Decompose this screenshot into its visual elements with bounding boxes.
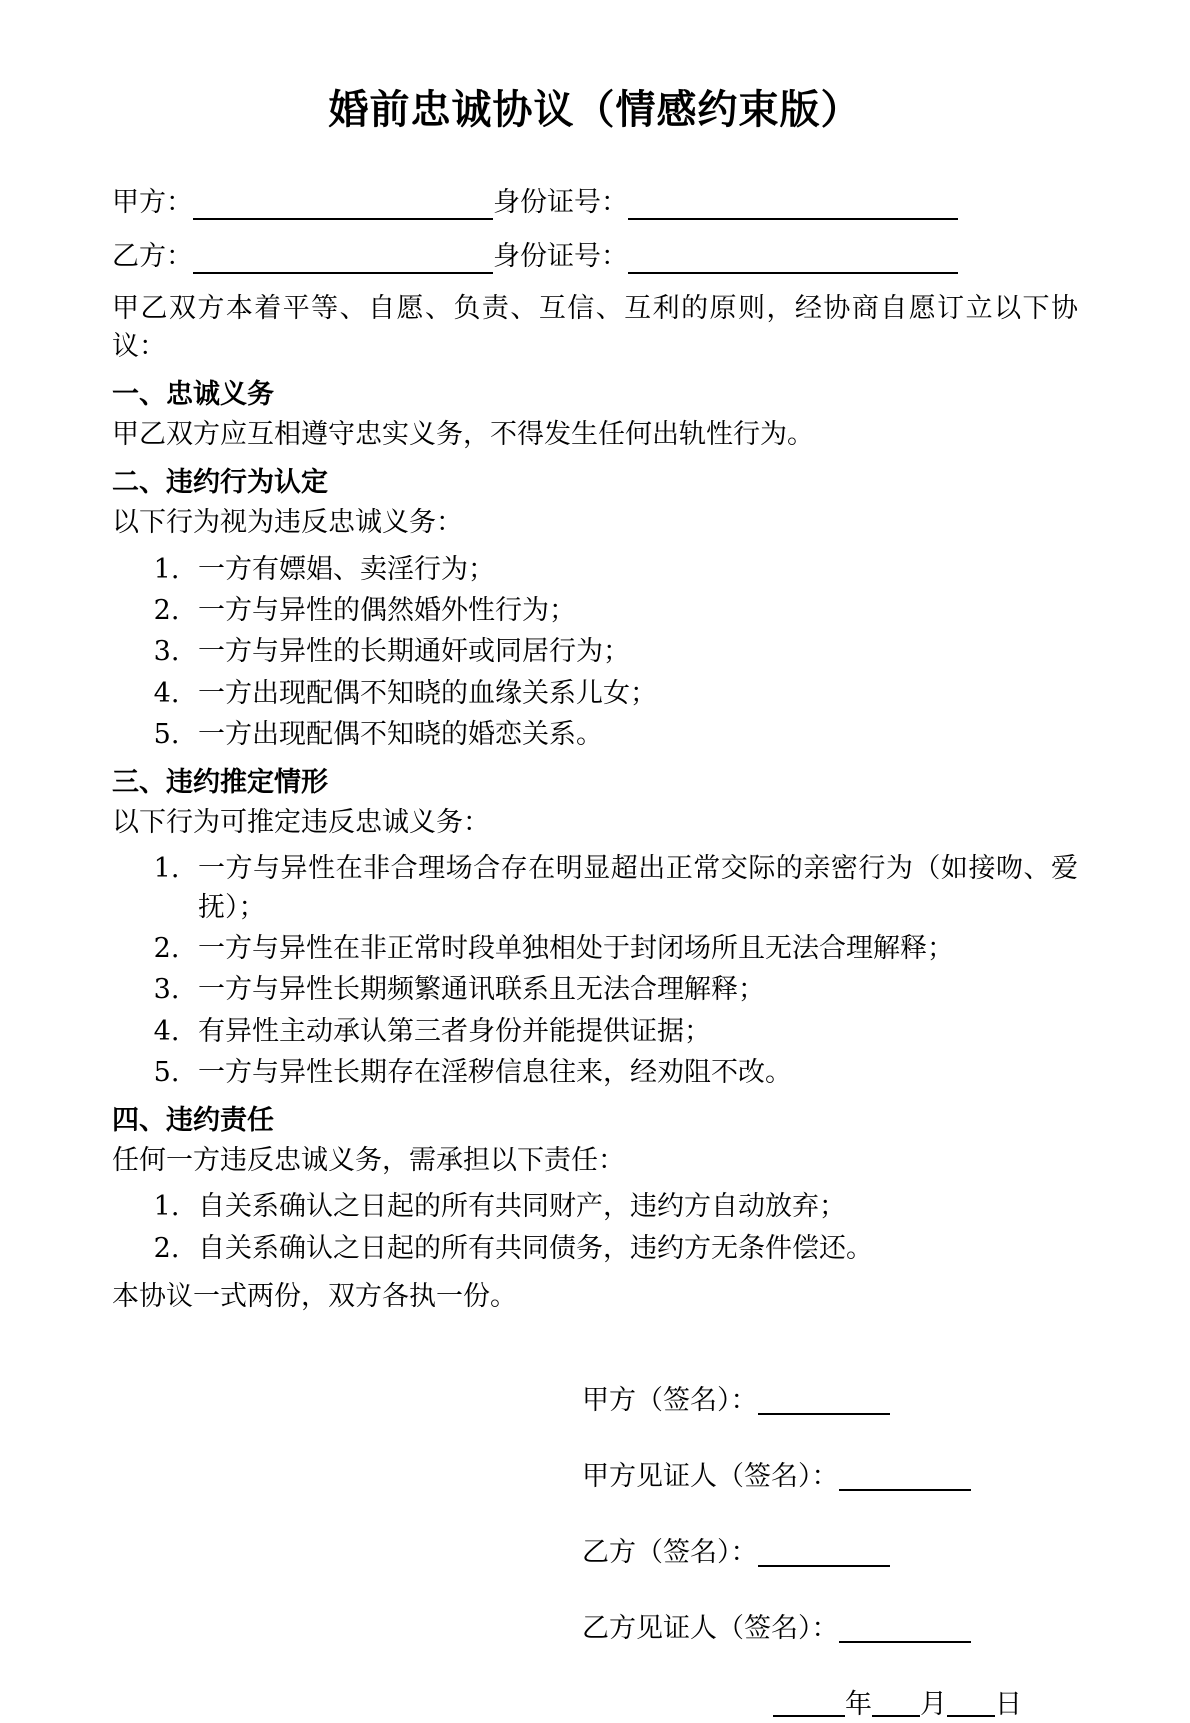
- section-lead-1: 甲乙双方应互相遵守忠实义务，不得发生任何出轨性行为。: [112, 419, 814, 451]
- list-item: 3. 一方与异性长期频繁通讯联系且无法合理解释；: [188, 971, 1078, 1009]
- signature-row-yifang: [582, 1534, 1078, 1572]
- list-item: 4. 一方出现配偶不知晓的血缘关系儿女；: [188, 675, 1078, 713]
- clause-list-3: [112, 850, 1078, 1092]
- section-heading-4: 四、违约责任: [112, 1105, 274, 1137]
- signature-input-jiafang[interactable]: [758, 1391, 890, 1415]
- signature-input-jiafang-witness[interactable]: [839, 1467, 971, 1491]
- section-lead-4: 任何一方违反忠诚义务，需承担以下责任：: [112, 1145, 625, 1177]
- signature-label-jiafang: 甲方（签名）：: [582, 1385, 758, 1417]
- signature-row-jiafang-witness: [582, 1458, 1078, 1496]
- date-year-label: 年: [845, 1688, 872, 1720]
- list-item: 1. 一方与异性在非合理场合存在明显超出正常交际的亲密行为（如接吻、爱抚）；: [188, 850, 1078, 927]
- signature-input-yifang-witness[interactable]: [839, 1619, 971, 1643]
- signature-label-yifang-witness: 乙方见证人（签名）：: [582, 1612, 839, 1644]
- date-month-input[interactable]: [872, 1693, 920, 1717]
- date-day-input[interactable]: [947, 1693, 995, 1717]
- section-heading-2: 二、违约行为认定: [112, 467, 328, 499]
- jiafang-name-input[interactable]: [193, 192, 493, 220]
- clause-list-2: [112, 551, 1078, 755]
- list-item: 4. 有异性主动承认第三者身份并能提供证据；: [188, 1013, 1078, 1051]
- section-lead-2: 以下行为视为违反忠诚义务：: [112, 507, 463, 539]
- yifang-id-input[interactable]: [628, 246, 958, 274]
- section-heading-1: 一、忠诚义务: [112, 379, 274, 411]
- jiafang-id-input[interactable]: [628, 192, 958, 220]
- date-year-input[interactable]: [773, 1693, 845, 1717]
- list-item: 5. 一方与异性长期存在淫秽信息往来，经劝阻不改。: [188, 1054, 1078, 1092]
- yifang-name-input[interactable]: [193, 246, 493, 274]
- signature-row-yifang-witness: [582, 1610, 1078, 1648]
- list-item: 2. 自关系确认之日起的所有共同债务，违约方无条件偿还。: [188, 1230, 1078, 1268]
- signature-label-jiafang-witness: 甲方见证人（签名）：: [582, 1461, 839, 1493]
- party-label-jiafang: 甲方：: [112, 187, 193, 218]
- list-item: 2. 一方与异性在非正常时段单独相处于封闭场所且无法合理解释；: [188, 930, 1078, 968]
- signature-row-jiafang: [582, 1382, 1078, 1420]
- list-item: 1. 自关系确认之日起的所有共同财产，违约方自动放弃；: [188, 1188, 1078, 1226]
- list-item: 1. 一方有嫖娼、卖淫行为；: [188, 551, 1078, 589]
- party-id-label-jiafang: 身份证号：: [493, 187, 628, 218]
- party-row-jiafang: [112, 182, 1078, 224]
- preamble-paragraph: 甲乙双方本着平等、自愿、负责、互信、互利的原则，经协商自愿订立以下协议：: [112, 292, 1078, 363]
- party-row-yifang: [112, 236, 1078, 278]
- date-line: [582, 1686, 1078, 1723]
- list-item: 3. 一方与异性的长期通奸或同居行为；: [188, 633, 1078, 671]
- party-label-yifang: 乙方：: [112, 240, 193, 272]
- list-item: 5. 一方出现配偶不知晓的婚恋关系。: [188, 716, 1078, 754]
- date-day-label: 日: [995, 1688, 1022, 1720]
- signature-label-yifang: 乙方（签名）：: [582, 1537, 758, 1569]
- closing-statement: 本协议一式两份，双方各执一份。: [112, 1281, 517, 1313]
- section-lead-3: 以下行为可推定违反忠诚义务：: [112, 807, 490, 839]
- signature-block: [112, 1382, 1078, 1723]
- page-title: 婚前忠诚协议（情感约束版）: [328, 87, 862, 133]
- signature-input-yifang[interactable]: [758, 1543, 890, 1567]
- clause-list-4: [112, 1188, 1078, 1268]
- party-id-label-yifang: 身份证号：: [493, 240, 628, 272]
- list-item: 2. 一方与异性的偶然婚外性行为；: [188, 592, 1078, 630]
- section-heading-3: 三、违约推定情形: [112, 767, 328, 799]
- date-month-label: 月: [920, 1688, 947, 1720]
